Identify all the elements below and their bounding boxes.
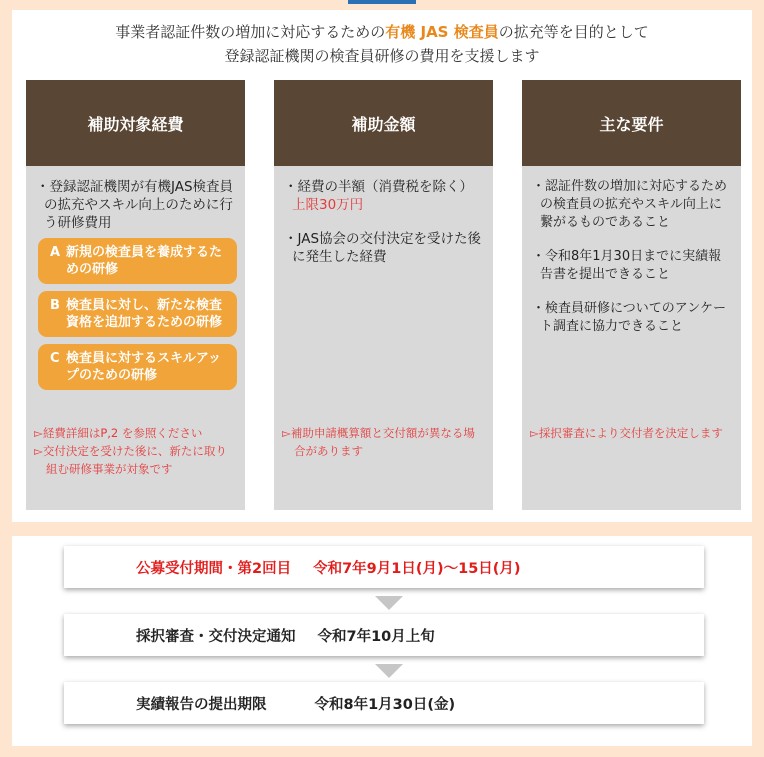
intro-text: [12, 20, 752, 68]
intro-line-1: 事業者認証件数の増加に対応するための有機 JAS 検査員の拡充等を目的として: [115, 23, 649, 41]
column-header: 主な要件: [522, 80, 741, 166]
down-arrow-icon: [375, 664, 403, 678]
column-header: 補助対象経費: [26, 80, 245, 166]
schedule-step-report: 実績報告の提出期限 令和8年1月30日(金): [64, 682, 704, 724]
column-subsidy-amount: [274, 80, 493, 510]
column-notes: ▻経費詳細はP,2 を参照ください ▻交付決定を受けた後に、新たに取り組む研修事業が対象です: [34, 426, 227, 476]
schedule-panel: [12, 536, 752, 746]
schedule-step-application: 公募受付期間・第2回目 令和7年9月1日(月)～15日(月): [64, 546, 704, 588]
option-a: A 新規の検査員を養成するための研修: [38, 238, 237, 284]
schedule-step-review: 採択審査・交付決定通知 令和7年10月上旬: [64, 614, 704, 656]
column-notes: ▻採択審査により交付者を決定します: [530, 426, 723, 440]
bullet-item: ・経費の半額（消費税を除く） 上限30万円: [284, 179, 473, 213]
subsidy-cap: 上限30万円: [292, 197, 364, 213]
column-notes: ▻補助申請概算額と交付額が異なる場合があります: [282, 426, 475, 458]
column-requirements: [522, 80, 741, 510]
overview-panel: [12, 10, 752, 522]
bullet-item: ・登録認証機関が有機JAS検査員の拡充やスキル向上のために行う研修費用: [36, 179, 234, 231]
option-b: B 検査員に対し、新たな検査資格を追加するための研修: [38, 291, 237, 337]
column-header: 補助金額: [274, 80, 493, 166]
top-tab-marker: [348, 0, 416, 4]
intro-line-2: 登録認証機関の検査員研修の費用を支援します: [224, 47, 540, 65]
column-eligible-costs: [26, 80, 245, 510]
option-c: C 検査員に対するスキルアップのための研修: [38, 344, 237, 390]
intro-highlight: 有機 JAS 検査員: [385, 23, 499, 41]
bullet-item: ・JAS協会の交付決定を受けた後に発生した経費: [284, 231, 482, 265]
bullet-item: ・検査員研修についてのアンケート調査に協力できること: [532, 301, 726, 334]
bullet-item: ・認証件数の増加に対応するための検査員の拡充やスキル向上に繋がるものであること: [532, 179, 728, 230]
bullet-item: ・令和8年1月30日までに実績報告書を提出できること: [532, 249, 722, 282]
down-arrow-icon: [375, 596, 403, 610]
